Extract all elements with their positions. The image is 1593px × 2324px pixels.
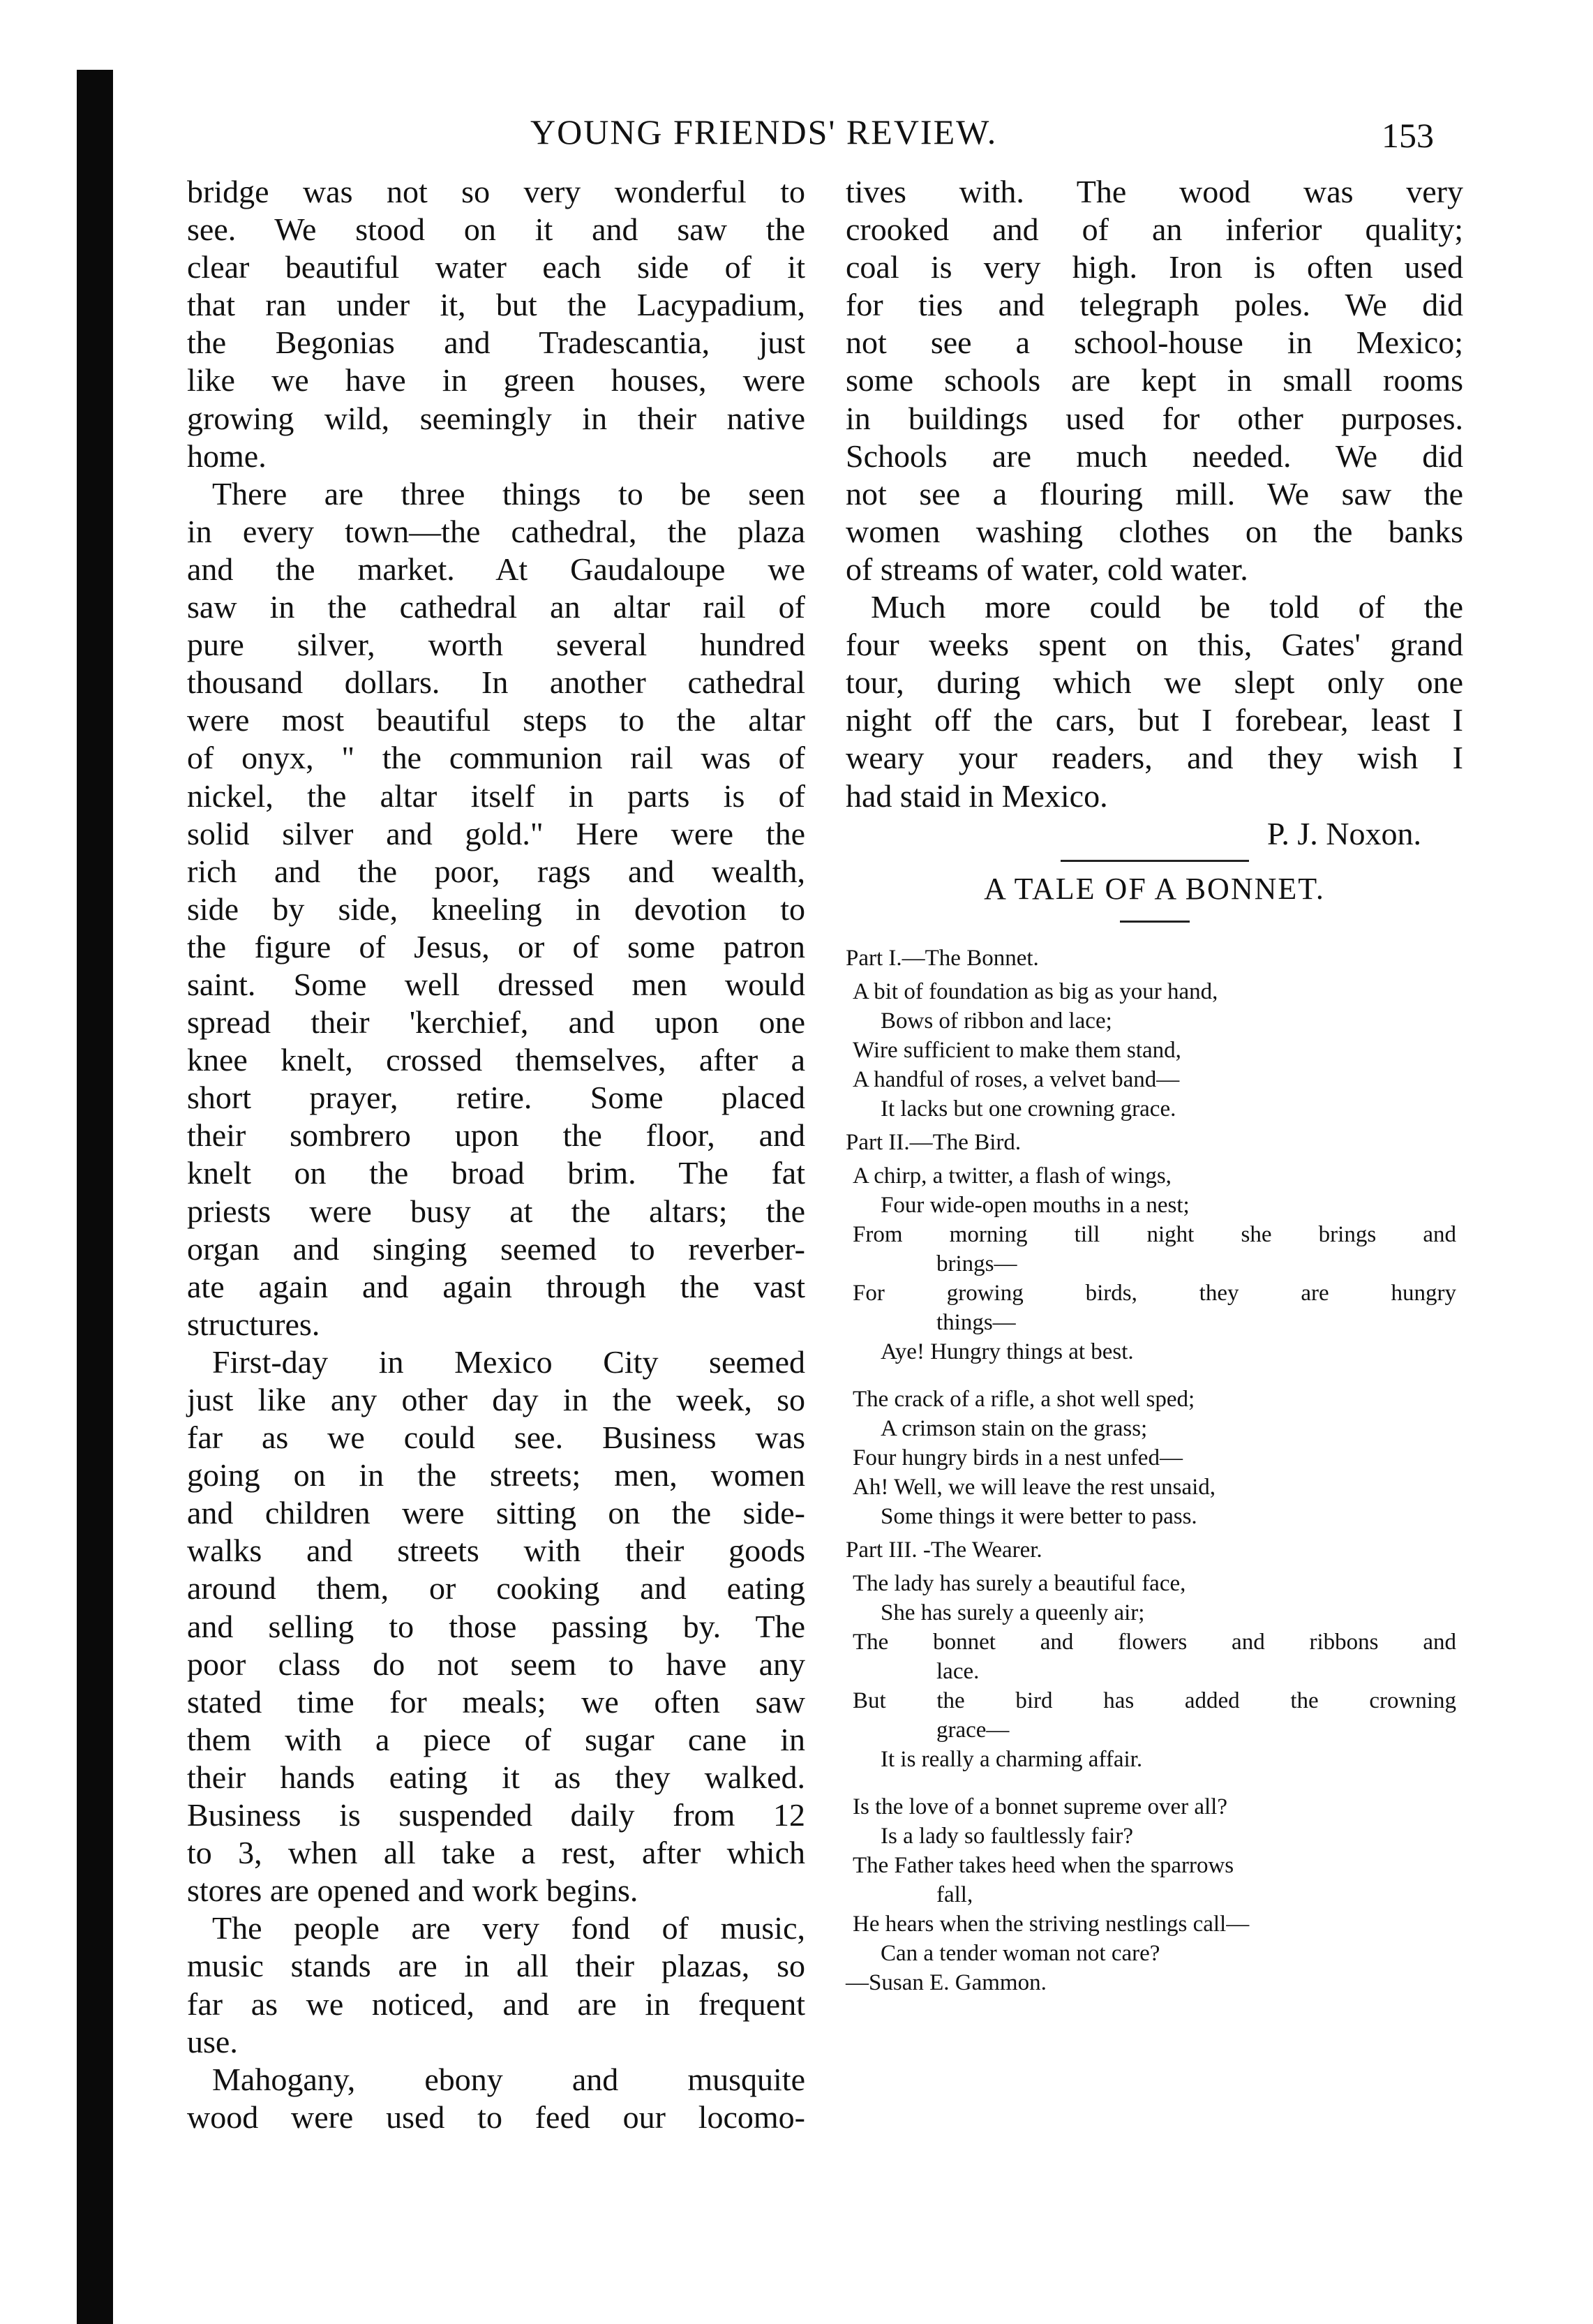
text-line: wood were used to feed our locomo- [187, 2099, 805, 2135]
text-line: and children were sitting on the side- [187, 1495, 805, 1531]
right-text-column [846, 173, 1463, 1997]
text-line: going on in the streets; men, women [187, 1457, 805, 1494]
text-line: growing wild, seemingly in their native [187, 400, 805, 436]
text-line: solid silver and gold." Here were the [187, 815, 805, 851]
poem-title: A TALE OF A BONNET. [984, 871, 1325, 906]
text-line: in buildings used for other purposes. [846, 400, 1463, 436]
poem-author: —Susan E. Gammon. [846, 1969, 1047, 1995]
poem-line: A handful of roses, a velvet band— [853, 1066, 1180, 1092]
text-line: saw in the cathedral an altar rail of [187, 589, 805, 625]
poem-line: But the bird has added the crowning [853, 1688, 1456, 1713]
text-line: women washing clothes on the banks [846, 513, 1463, 549]
text-line: priests were busy at the altars; the [187, 1193, 805, 1229]
paragraph-start-line: The people are very fond of music, [212, 1910, 805, 1946]
paragraph-start-line: First-day in Mexico City seemed [212, 1343, 805, 1380]
text-line: weary your readers, and they wish I [846, 740, 1463, 776]
title-divider [1120, 921, 1190, 923]
text-line: crooked and of an inferior quality; [846, 211, 1463, 248]
poem-line: Wire sufficient to make them stand, [853, 1037, 1181, 1063]
paragraph-start-line: There are three things to be seen [212, 475, 805, 512]
text-line: that ran under it, but the Lacypadium, [187, 287, 805, 323]
text-line: around them, or cooking and eating [187, 1570, 805, 1607]
text-line: pure silver, worth several hundred [187, 627, 805, 663]
text-line: ate again and again through the vast [187, 1268, 805, 1304]
text-line: organ and singing seemed to reverber- [187, 1230, 805, 1267]
text-line: Schools are much needed. We did [846, 438, 1463, 474]
poem-body [846, 944, 1463, 1997]
running-header-title: YOUNG FRIENDS' REVIEW. [530, 112, 998, 151]
poem-line: The bonnet and flowers and ribbons and [853, 1629, 1456, 1655]
text-line: spread their 'kerchief, and upon one [187, 1004, 805, 1041]
text-line: their hands eating it as they walked. [187, 1759, 805, 1795]
poem-part-heading: Part I.—The Bonnet. [846, 945, 1039, 971]
poem-line: Is the love of a bonnet supreme over all? [853, 1794, 1227, 1819]
text-line: some schools are kept in small rooms [846, 362, 1463, 398]
poem-line: The Father takes heed when the sparrows [853, 1852, 1234, 1878]
poem-line: A chirp, a twitter, a flash of wings, [853, 1163, 1172, 1189]
poem-line: He hears when the striving nestlings call— [853, 1911, 1250, 1937]
text-line: the Begonias and Tradescantia, just [187, 325, 805, 361]
text-line: and selling to those passing by. The [187, 1608, 805, 1644]
poem-part-heading: Part III. -The Wearer. [846, 1537, 1042, 1563]
poem-line: lace. [936, 1658, 980, 1684]
poem-line: It lacks but one crowning grace. [881, 1096, 1176, 1122]
text-line: their sombrero upon the floor, and [187, 1117, 805, 1154]
text-line: rich and the poor, rags and wealth, [187, 853, 805, 889]
text-line: knelt on the broad brim. The fat [187, 1155, 805, 1191]
text-line: clear beautiful water each side of it [187, 249, 805, 285]
poem-line: Ah! Well, we will leave the rest unsaid, [853, 1474, 1216, 1500]
poem-line: Can a tender woman not care? [881, 1940, 1160, 1966]
poem-line: Bows of ribbon and lace; [881, 1008, 1112, 1034]
text-line: nickel, the altar itself in parts is of [187, 777, 805, 814]
text-line: music stands are in all their plazas, so [187, 1948, 805, 1984]
poem-line: Four hungry birds in a nest unfed— [853, 1445, 1183, 1470]
text-line: were most beautiful steps to the altar [187, 702, 805, 738]
text-line: structures. [187, 1306, 320, 1342]
text-line: night off the cars, but I forebear, least I [846, 702, 1463, 738]
text-line: the figure of Jesus, or of some patron [187, 928, 805, 964]
text-line: bridge was not so very wonderful to [187, 174, 805, 209]
poem-line: It is really a charming affair. [881, 1746, 1143, 1772]
text-line: knee knelt, crossed themselves, after a [187, 1042, 805, 1078]
text-line: use. [187, 2023, 238, 2059]
text-line: side by side, kneeling in devotion to [187, 891, 805, 927]
paragraph-start-line: Mahogany, ebony and musquite [212, 2061, 805, 2097]
text-line: far as we could see. Business was [187, 1420, 805, 1456]
poem-line: The lady has surely a beautiful face, [853, 1570, 1186, 1596]
text-line: coal is very high. Iron is often used [846, 249, 1463, 285]
poem-line: A bit of foundation as big as your hand, [853, 978, 1218, 1004]
poem-line: Is a lady so faultlessly fair? [881, 1823, 1133, 1849]
text-line: of onyx, " the communion rail was of [187, 740, 805, 776]
poem-line: Aye! Hungry things at best. [881, 1339, 1134, 1364]
text-line: see. We stood on it and saw the [187, 211, 805, 248]
text-line: had staid in Mexico. [846, 777, 1108, 814]
left-text-column [187, 173, 805, 2136]
stanza-gap [846, 1774, 1463, 1792]
poem-part-heading: Part II.—The Bird. [846, 1129, 1022, 1155]
text-line: like we have in green houses, were [187, 362, 805, 398]
text-line: just like any other day in the week, so [187, 1382, 805, 1417]
text-line: of streams of water, cold water. [846, 551, 1248, 587]
poem-line: The crack of a rifle, a shot well sped; [853, 1386, 1195, 1412]
text-line: tour, during which we slept only one [846, 664, 1463, 701]
text-line: them with a piece of sugar cane in [187, 1721, 805, 1757]
text-line: for ties and telegraph poles. We did [846, 287, 1463, 323]
text-line: not see a school-house in Mexico; [846, 325, 1463, 361]
text-line: thousand dollars. In another cathedral [187, 664, 805, 701]
poem-line: things— [936, 1309, 1016, 1335]
text-line: short prayer, retire. Some placed [187, 1080, 805, 1116]
text-line: stated time for meals; we often saw [187, 1683, 805, 1720]
text-line: walks and streets with their goods [187, 1533, 805, 1569]
paragraph-start-line: Much more could be told of the [871, 589, 1463, 625]
text-line: and the market. At Gaudaloupe we [187, 551, 805, 587]
text-line: to 3, when all take a rest, after which [187, 1835, 805, 1871]
text-line: four weeks spent on this, Gates' grand [846, 627, 1463, 663]
poem-line: Some things it were better to pass. [881, 1503, 1197, 1529]
page-binding-edge [77, 70, 113, 2324]
section-divider [1061, 860, 1249, 862]
text-line: tives with. The wood was very [846, 174, 1463, 209]
poem-line: A crimson stain on the grass; [881, 1415, 1148, 1441]
poem-line: Four wide-open mouths in a nest; [881, 1192, 1190, 1218]
page-number: 153 [1382, 116, 1434, 155]
poem-line: brings— [936, 1251, 1017, 1276]
poem-line: From morning till night she brings and [853, 1221, 1456, 1247]
text-line: not see a flouring mill. We saw the [846, 475, 1463, 512]
text-line: in every town—the cathedral, the plaza [187, 513, 805, 549]
poem-line: For growing birds, they are hungry [853, 1280, 1456, 1306]
poem-line: grace— [936, 1717, 1010, 1743]
poem-line: fall, [936, 1882, 973, 1907]
text-line: Business is suspended daily from 12 [187, 1797, 805, 1833]
poem-line: She has surely a queenly air; [881, 1600, 1145, 1625]
text-line: poor class do not seem to have any [187, 1646, 805, 1682]
article-signature: P. J. Noxon. [1266, 815, 1421, 851]
text-line: home. [187, 438, 267, 474]
text-line: saint. Some well dressed men would [187, 966, 805, 1002]
stanza-gap [846, 1366, 1463, 1385]
text-line: far as we noticed, and are in frequent [187, 1986, 805, 2022]
text-line: stores are opened and work begins. [187, 1872, 638, 1909]
